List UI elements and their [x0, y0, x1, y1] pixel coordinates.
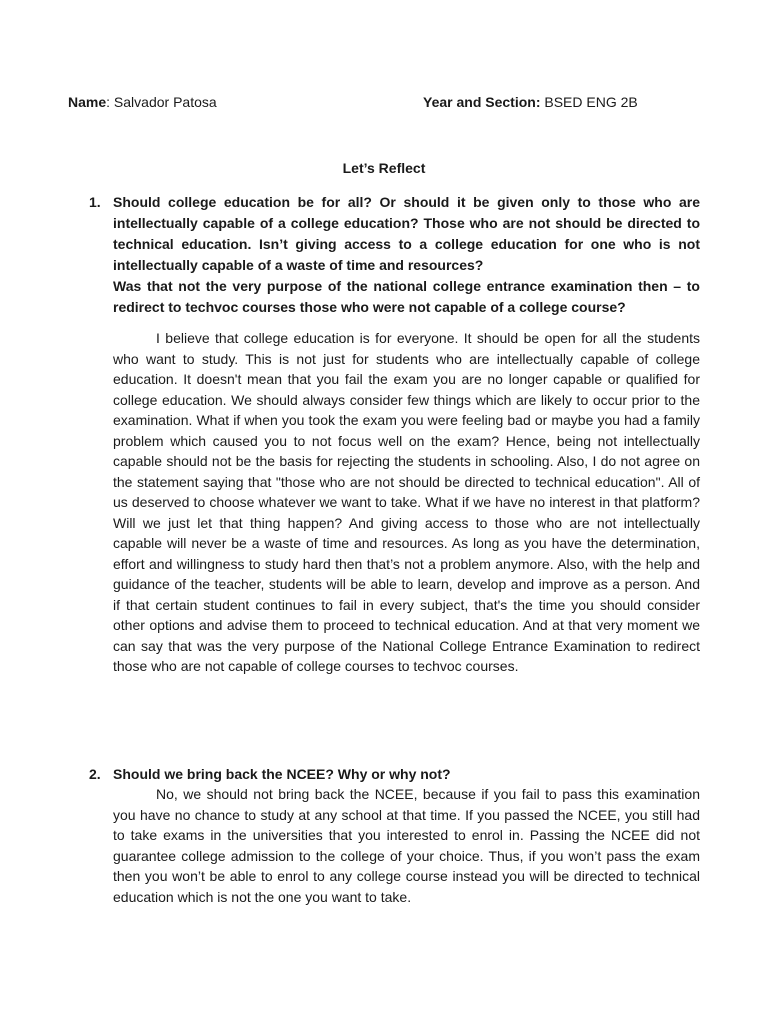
- year-section-field: [423, 94, 638, 110]
- name-field: [68, 94, 217, 110]
- question-number: 1.: [89, 194, 101, 210]
- question-2: [89, 764, 700, 785]
- page-title: Let’s Reflect: [342, 160, 426, 176]
- answer-1: [113, 328, 700, 677]
- year-section-value: BSED ENG 2B: [540, 94, 638, 110]
- year-section-label: Year and Section:: [423, 94, 541, 110]
- question-1: [89, 192, 700, 318]
- question-text: Should we bring back the NCEE? Why or why not?: [113, 766, 451, 782]
- answer-2: [113, 784, 700, 907]
- answer-paragraph: I believe that college education is for everyone. It should be open for all the students who want to study. This is not just for students who are intellectually capable of college education. It doesn't mean that you fail the exam you are no longer capable or qualified for college education. We should always consider few things which are likely to occur prior to the examination. What if when you took the exam you were feeling bad or maybe you had a family problem which caused you to not focus well on the exam? Hence, being not intellectually capable should not be the basis for rejecting the students in schooling. Also, I do not agree on the statement saying that "those who are not should be directed to technical education". All of us deserved to choose whatever we want to take. What if we have no interest in that platform? Will we just let that thing happen? And giving access to those who are not intellectually capable will never be a waste of time and resources. As long as you have the determination, effort and willingness to study hard then that’s not a problem anymore. Also, with the help and guidance of the teacher, students will be able to learn, develop and improve as a person. And if that certain student continues to fail in every subject, that's the time you should consider other options and advise them to proceed to technical education. And at that very moment we can say that was the very purpose of the National College Entrance Examination to redirect those who are not capable of college courses to techvoc courses.: [113, 330, 700, 674]
- question-text: Should college education be for all? Or should it be given only to those who are intellectually capable of a college education? Those who are not should be directed to technical education. Isn’t giving access to a college education for one who is not intellectually capable of a waste of time and resources?: [113, 194, 700, 273]
- name-label: Name: [68, 94, 107, 110]
- question-text-followup: Was that not the very purpose of the national college entrance examination then – to redirect to techvoc courses those who were not capable of a college course?: [113, 278, 700, 315]
- answer-paragraph: No, we should not bring back the NCEE, because if you fail to pass this examination you have no chance to study at any school at that time. If you passed the NCEE, you still had to take exams in the universities that you interested to enrol in. Passing the NCEE did not guarantee college admission to the college of your choice. Thus, if you won’t pass the exam then you won’t be able to enrol to any college course instead you will be directed to technical education which is not the one you want to take.: [113, 786, 700, 905]
- question-number: 2.: [89, 766, 101, 782]
- name-value: : Salvador Patosa: [106, 94, 217, 110]
- header-row: [68, 94, 708, 114]
